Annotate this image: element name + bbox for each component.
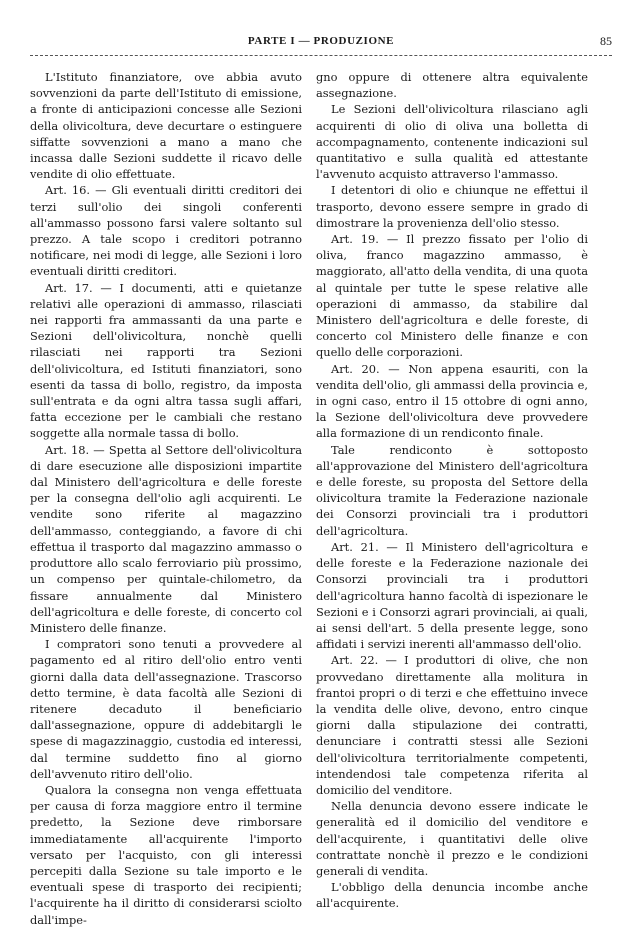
left-column: [30, 69, 302, 928]
paragraph: I detentori di olio e chiunque ne effettui il trasporto, devono essere sempre in grado di dimostrare la provenienza dell'olio stesso.: [316, 183, 588, 230]
paragraph: Le Sezioni dell'olivicoltura rilasciano agli acquirenti di olio di oliva una bolletta di accompagnamento, contenente indicazioni sul quantitativo e sulla qualità ed attestante l'avvenuto acquisto attraverso l'ammasso.: [316, 102, 588, 182]
paragraph: Art. 17. — I documenti, atti e quietanze relativi alle operazioni di ammasso, rilasciati nei rapporti fra ammassanti da una parte e Sezioni dell'olivicoltura, nonchè quelli rilasciati nei rapporti tra Sezioni dell'olivicoltura, ed Istituti finanziatori, sono esenti da tassa di bollo, registro, da imposta sull'entrata e da ogni altra tassa sugli affari, fatta eccezione per le cambiali che restano soggette alla normale tassa di bollo.: [30, 280, 302, 441]
paragraph: Art. 19. — Il prezzo fissato per l'olio di oliva, franco magazzino ammasso, è maggiorato, all'atto della vendita, di una quota al quintale per tutte le spese relative alle operazioni di ammasso, da stabilire dal Ministero dell'agricoltura e delle foreste, di concerto col Ministero delle finanze e con quello delle corporazioni.: [316, 232, 588, 360]
paragraph: Art. 18. — Spetta al Settore dell'olivicoltura di dare esecuzione alle disposizioni impartite dal Ministero dell'agricoltura e delle foreste per la consegna dell'olio agli acquirenti. Le vendite sono riferite al magazzino dell'ammasso, conteggiando, a favore di chi effettua il trasporto dal magazzino ammasso o produttore allo scalo ferroviario più prossimo, un compenso per quintale-chilometro, da fissare annualmente dal Ministero dell'agricoltura e delle foreste, di concerto col Ministero delle finanze.: [30, 442, 302, 635]
paragraph: Art. 20. — Non appena esauriti, con la vendita dell'olio, gli ammassi della provincia e, in ogni caso, entro il 15 ottobre di ogni anno, la Sezione dell'olivicoltura deve provvedere alla formazione di un rendiconto finale.: [316, 361, 588, 441]
paragraph: Nella denuncia devono essere indicate le generalità ed il domicilio del venditore e dell'acquirente, i quantitativi delle olive contrattate nonchè il prezzo e le condizioni generali di vendita.: [316, 799, 588, 878]
paragraph: Qualora la consegna non venga effettuata per causa di forza maggiore entro il termine predetto, la Sezione deve rimborsare immediatamente all'acquirente l'importo versato per l'acquisto, con gli interessi percepiti dalla Sezione su tale importo e le eventuali spese di trasporto dei recipienti; l'acquirente ha il diritto di considerarsi sciolto dall'impe-: [30, 782, 302, 927]
paragraph-continuation: gno oppure di ottenere altra equivalente assegnazione.: [316, 70, 588, 101]
right-column: [316, 69, 588, 912]
paragraph: Art. 21. — Il Ministero dell'agricoltura e delle foreste e la Federazione nazionale dei Consorzi provinciali tra i produttori dell'agricoltura hanno facoltà di ispezionare le Sezioni e i Consorzi agrari provinciali, ai quali, ai sensi dell'art. 5 della presente legge, sono affidati i servizi inerenti all'ammasso dell'olio.: [316, 539, 588, 652]
running-title: PARTE I — PRODUZIONE: [247, 35, 395, 47]
paragraph: L'obbligo della denuncia incombe anche all'acquirente.: [316, 880, 588, 911]
paragraph: Art. 16. — Gli eventuali diritti creditori dei terzi sull'olio dei singoli conferenti all'ammasso possono farsi valere soltanto sul prezzo. A tale scopo i creditori potranno notificare, nei modi di legge, alle Sezioni i loro eventuali diritti creditori.: [30, 183, 302, 279]
paragraph: I compratori sono tenuti a provvedere al pagamento ed al ritiro dell'olio entro venti giorni dalla data dell'assegnazione. Trascorso detto termine, è data facoltà alle Sezioni di ritenere decaduto il beneficiario dall'assegnazione, oppure di addebitargli le spese di magazzinaggio, custodia ed interessi, dal termine suddetto fino al giorno dell'avvenuto ritiro dell'olio.: [30, 637, 302, 781]
page-number: 85: [600, 34, 612, 48]
paragraph: Tale rendiconto è sottoposto all'approvazione del Ministero dell'agricoltura e delle foreste, su proposta del Settore della olivicoltura tramite la Federazione nazionale dei Consorzi provinciali tra i produttori dell'agricoltura.: [316, 442, 588, 538]
header-divider: [30, 55, 612, 56]
paragraph: Art. 22. — I produttori di olive, che non provvedano direttamente alla molitura in frantoi propri o di terzi e che effettuino invece la vendita delle olive, devono, entro cinque giorni dalla stipulazione dei contratti, denunciare i contratti stessi alle Sezioni dell'olivicoltura territorialmente competenti, intendendosi tale competenza riferita al domicilio del venditore.: [316, 653, 588, 797]
paragraph: L'Istituto finanziatore, ove abbia avuto sovvenzioni da parte dell'Istituto di emissione, a fronte di anticipazioni concesse alle Sezioni della olivicoltura, deve decurtare o estinguere siffatte sovvenzioni a mano a mano che incassa dalle Sezioni suddette il ricavo delle vendite di olio effettuate.: [30, 70, 302, 182]
page-header: [30, 35, 612, 51]
